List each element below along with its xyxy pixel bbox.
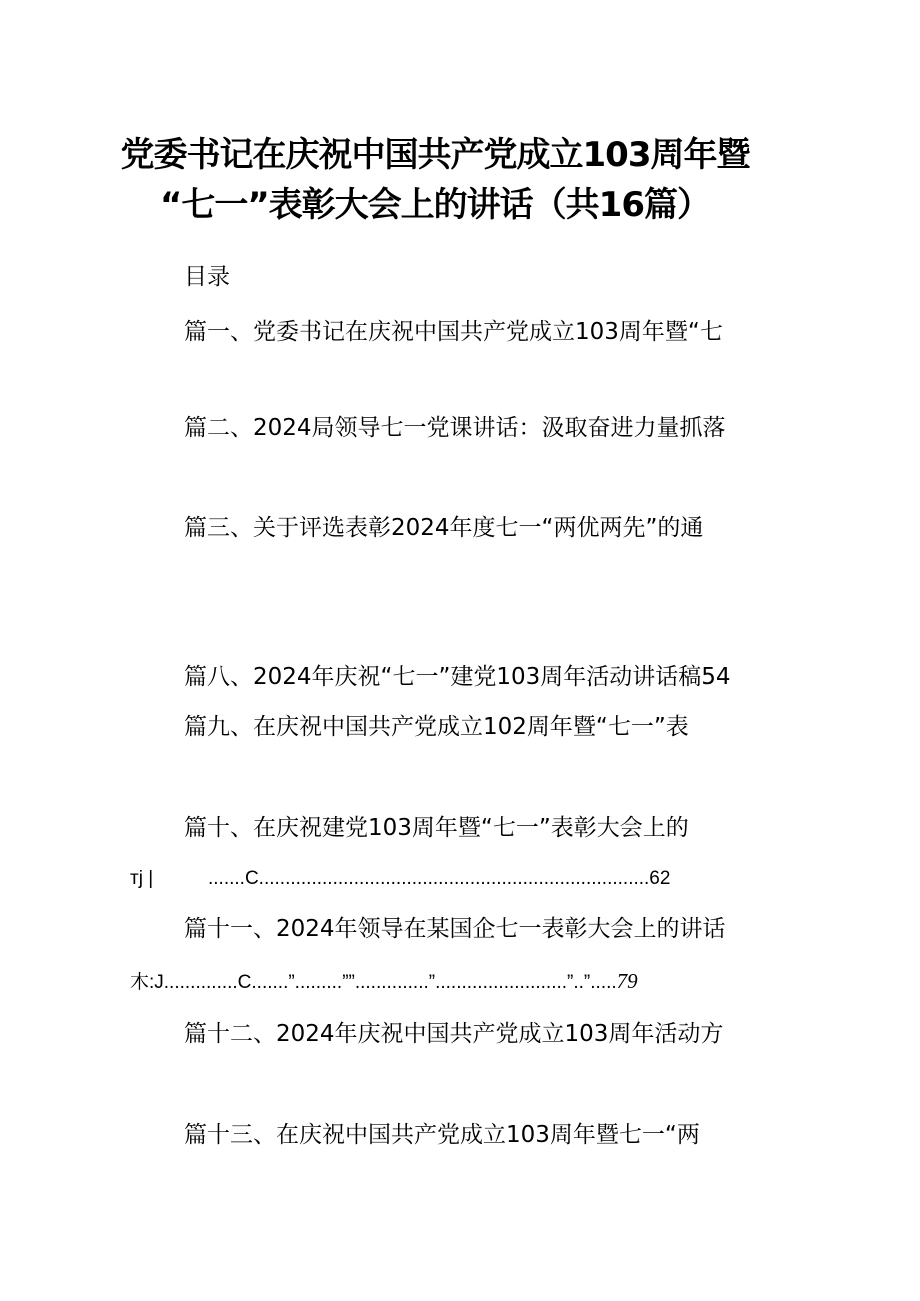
- toc-entry-13[interactable]: 篇十三、在庆祝中国共产党成立103周年暨七一“两: [184, 1122, 700, 1148]
- toc-leader-line-10: [130, 866, 705, 892]
- toc-entry-1[interactable]: 篇一、党委书记在庆祝中国共产党成立103周年暨“七: [184, 319, 723, 345]
- leader-dots: 木:J..............C.......”.........””..............”.........................”..”.....: [130, 972, 617, 993]
- toc-entry-12[interactable]: 篇十二、2024年庆祝中国共产党成立103周年活动方: [184, 1021, 724, 1047]
- toc-heading: 目录: [184, 264, 230, 290]
- toc-entry-2[interactable]: 篇二、2024局领导七一党课讲话：汲取奋进力量抓落: [184, 415, 726, 441]
- leader-prefix: тj |: [130, 868, 154, 889]
- toc-entry-3[interactable]: 篇三、关于评选表彰2024年度七一“两优两先”的通: [184, 515, 704, 541]
- document-title-line2: “七一”表彰大会上的讲话（共16篇）: [159, 185, 710, 225]
- toc-entry-8[interactable]: 篇八、2024年庆祝“七一”建党103周年活动讲话稿54: [184, 664, 731, 690]
- document-title-line1: 党委书记在庆祝中国共产党成立103周年暨: [120, 135, 750, 175]
- toc-entry-9[interactable]: 篇九、在庆祝中国共产党成立102周年暨“七一”表: [184, 714, 689, 740]
- toc-entry-10[interactable]: 篇十、在庆祝建党103周年暨“七一”表彰大会上的: [184, 815, 689, 841]
- leader-dots: .......C..........................................................................62: [208, 868, 671, 889]
- page-number: 79: [616, 969, 638, 993]
- toc-leader-line-11: [130, 968, 720, 996]
- toc-entry-11[interactable]: 篇十一、2024年领导在某国企七一表彰大会上的讲话: [184, 916, 726, 942]
